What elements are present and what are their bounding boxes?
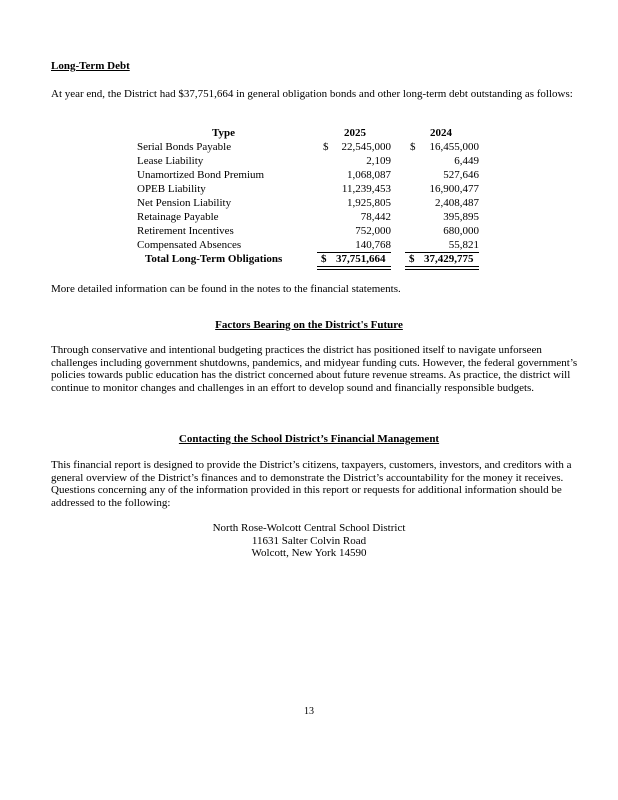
row-value-2024: 395,895 [443, 211, 479, 223]
row-value-2025: 752,000 [355, 225, 391, 237]
district-address [0, 522, 618, 560]
row-value-2024: 55,821 [448, 239, 479, 251]
contact-heading: Contacting the School District’s Financial Management [178, 433, 440, 445]
row-value-2024: 680,000 [443, 225, 479, 237]
factors-body: Through conservative and intentional budgeting practices the district has positioned itself to navigate unforseen challenges including government shutdowns, pandemics, and midyear funding cuts. However, the federal government’s policies towards public education has the district concerned about future revenue streams. As practice, the district will continue to monitor changes and challenges in an effort to develop sound and financially responsible budgets. [51, 344, 578, 394]
contact-body: This financial report is designed to provide the District’s citizens, taxpayers, customers, investors, and creditors with a general overview of the District’s finances and to demonstrate the District’s accountability for the money it receives. Questions concerning any of the information provided in this report or requests for additional information should be addressed to the following: [51, 459, 572, 509]
address-line-1: North Rose-Wolcott Central School District [212, 522, 406, 534]
factors-heading: Factors Bearing on the District's Future [215, 319, 403, 331]
row-value-2024: 16,900,477 [429, 183, 479, 195]
double-rule-2025 [317, 266, 391, 270]
row-type: Lease Liability [137, 155, 204, 167]
row-value-2025: 140,768 [355, 239, 391, 251]
row-value-2025: 78,442 [360, 211, 391, 223]
long-term-debt-table [137, 126, 487, 266]
header-2025: 2025 [344, 127, 366, 139]
row-type: Retirement Incentives [137, 225, 234, 237]
long-term-debt-heading: Long-Term Debt [51, 60, 130, 72]
address-line-3: Wolcott, New York 14590 [251, 547, 367, 560]
row-dollar-2025: $ [323, 141, 329, 153]
row-value-2025: 1,068,087 [347, 169, 391, 181]
total-2025: 37,751,664 [336, 253, 386, 265]
table-row [137, 182, 487, 196]
table-row [137, 238, 487, 252]
table-total-row [137, 252, 487, 266]
row-value-2025: 1,925,805 [347, 197, 391, 209]
table-row [137, 224, 487, 238]
row-value-2024: 2,408,487 [435, 197, 479, 209]
row-value-2024: 527,646 [443, 169, 479, 181]
notes-reference: More detailed information can be found in the notes to the financial statements. [51, 283, 401, 295]
table-header-row [137, 126, 487, 140]
row-type: Compensated Absences [137, 239, 242, 251]
table-row [137, 168, 487, 182]
table-row [137, 154, 487, 168]
total-dollar-2025: $ [321, 253, 327, 265]
table-row [137, 210, 487, 224]
total-label: Total Long-Term Obligations [145, 253, 283, 265]
total-dollar-2024: $ [409, 253, 415, 265]
table-row [137, 140, 487, 154]
row-value-2025: 11,239,453 [341, 183, 391, 195]
row-value-2025: 22,545,000 [341, 141, 391, 153]
long-term-debt-intro: At year end, the District had $37,751,664 in general obligation bonds and other long-term debt outstanding as follows: [51, 88, 573, 100]
row-dollar-2024: $ [410, 141, 416, 153]
table-row [137, 196, 487, 210]
row-value-2024: 6,449 [454, 155, 479, 167]
row-type: Retainage Payable [137, 211, 219, 223]
page-number: 13 [304, 706, 314, 717]
total-2024: 37,429,775 [424, 253, 474, 265]
address-line-2: 11631 Salter Colvin Road [251, 534, 367, 547]
row-type: Net Pension Liability [137, 197, 232, 209]
double-rule-2024 [405, 266, 479, 270]
row-type: OPEB Liability [137, 183, 206, 195]
header-type: Type [212, 127, 236, 139]
header-2024: 2024 [430, 127, 452, 139]
row-value-2024: 16,455,000 [429, 141, 479, 153]
row-value-2025: 2,109 [366, 155, 391, 167]
row-type: Serial Bonds Payable [137, 141, 232, 153]
row-type: Unamortized Bond Premium [137, 169, 265, 181]
